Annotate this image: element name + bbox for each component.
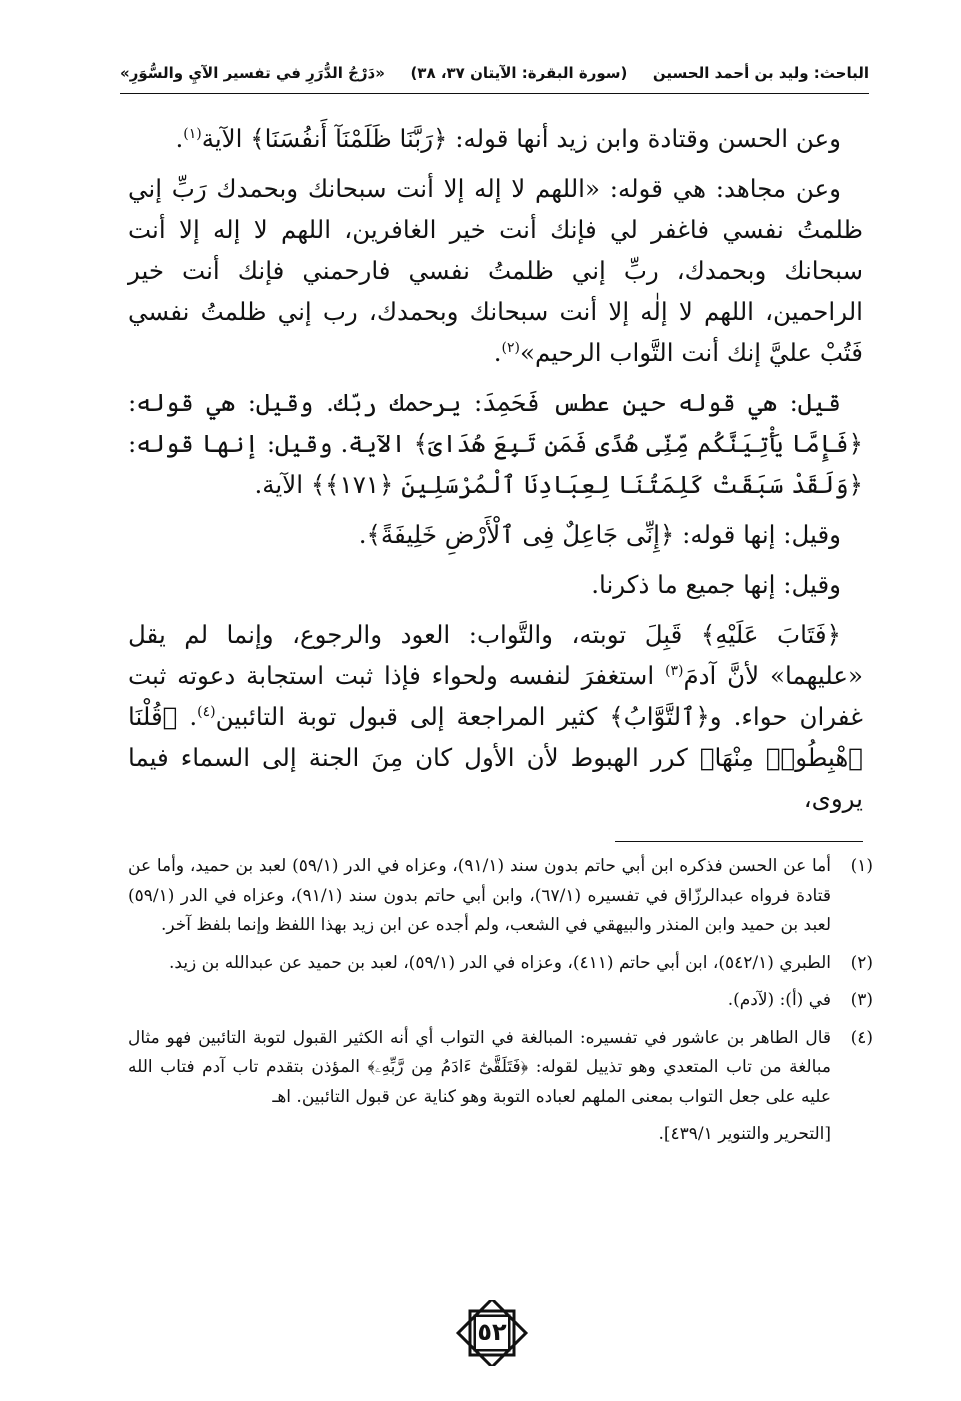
p3-text-1: قيل: هي قوله حين عطس فَحَمِدَ: يرحمك ربّك. وقيل: هي قوله:: [128, 388, 841, 417]
p6-text-5: كرر الهبوط لأن الأول كان مِنَ الجنة إلى السماء فيما يروى،: [128, 743, 863, 813]
p3-text-2: الآية. وقيل: إنها قوله:: [128, 429, 406, 458]
paragraph-1: [128, 118, 863, 159]
p4-end: .: [358, 520, 367, 549]
footnote-4: [128, 1024, 873, 1113]
p6-text-1: قَبِلَ توبته، والتَّواب: العود والرجوع، وإنما لم يقل «عليهما» لأنَّ آدمَ: [128, 620, 864, 690]
footnote-2: [128, 949, 873, 979]
p2-text: وعن مجاهد: هي قوله: «اللهم لا إله إلا أنت سبحانك وبحمدك رَبِّ إني ظلمتُ نفسي فاغفر لي فإنك أنت خير الغافرين، اللهم لا إله إلا أنت سبحانك وبحمدك، ربِّ إني ظلمتُ نفسي فارحمني فإنك أنت خير الراحمين، اللهم لا إلٰه إلا أنت سبحانك وبحمدك، رب إني ظلمتُ نفسي فَتُبْ عليَّ إنك أنت التَّواب الرحيم»: [128, 174, 863, 367]
footnote-ref-3: (٣): [665, 662, 684, 679]
footnote-number: (١): [850, 856, 873, 876]
header-author: الباحث: وليد بن أحمد الحسين: [652, 64, 869, 82]
p4-lead: وقيل: إنها قوله:: [682, 520, 841, 549]
p1-lead: وعن الحسن وقتادة وابن زيد أنها قوله:: [455, 124, 841, 153]
paragraph-3: [128, 382, 863, 505]
footnote-ref-4: (٤): [197, 703, 216, 720]
footnote-ref-1: (١): [183, 125, 202, 142]
footnotes: [128, 852, 873, 1150]
p3-text-3: الآية.: [254, 470, 304, 499]
quran-verse: ﴿إِنِّى جَاعِلٌ فِى ٱلْأَرْضِ خَلِيفَةً﴾: [366, 520, 675, 549]
footnote-number: (٣): [850, 990, 873, 1010]
page-number-ornament: [452, 1300, 532, 1366]
paragraph-2: [128, 168, 863, 373]
header-book-title: «دَرْجُ الدُّرَرِ في تفسير الآيِ والسُّوَرِ»: [120, 64, 385, 82]
quran-verse: ﴿وَلَقَدْ سَبَقَتْ كَلِمَتُنَا لِعِبَادِنَا ٱلْمُرْسَلِينَ ﴿١٧١﴾﴾: [310, 470, 863, 499]
footnote-number: (٢): [850, 952, 873, 973]
paragraph-4: [128, 514, 863, 555]
running-header: [120, 58, 869, 88]
p5-text: وقيل: إنها جميع ما ذكرنا.: [591, 570, 841, 599]
page-number: ٥٢: [477, 1318, 507, 1346]
footnote-ref-2: (٢): [501, 339, 520, 356]
footnote-3: [128, 986, 873, 1016]
footnote-divider: [615, 841, 863, 842]
p6-text-4: .: [189, 702, 198, 731]
footnote-text: قال الطاهر بن عاشور في تفسيره: المبالغة في التواب أي أنه الكثير القبول لتوبة التائبين فهو مثال مبالغة من تاب المتعدي وهو تذييل لقوله: ﴿فَتَلَقَّىٰٓ ءَادَمُ مِن رَّبِّهِۦ﴾ المؤذن بتقدم تاب آدم فتاب الله عليه على جعل التواب بمعنى الملهم لعباده التوبة وهو كناية عن قبول التائبين. اهـ: [128, 1027, 831, 1107]
p6-text-3: كثير المراجعة إلى قبول توبة التائبين: [215, 702, 598, 731]
footnote-number: (٤): [850, 1027, 873, 1048]
quran-verse: ﴿فَتَابَ عَلَيْهِ﴾: [700, 620, 841, 649]
footnote-text: الطبري (٥٤٢/١)، ابن أبي حاتم (٤١١)، وعزاه في الدر (٥٩/١)، لعبد بن حميد عن عبدالله بن زيد.: [169, 952, 831, 973]
p1-tail: الآية: [201, 124, 243, 153]
quran-verse: ﴿قُلْنَا ٱهْبِطُوا۟ مِنْهَا﴾: [128, 702, 863, 772]
main-text: [128, 118, 863, 828]
footnote-text: في (أ): (لآدم).: [727, 990, 831, 1010]
paragraph-6: [128, 614, 863, 819]
footnote-1: [128, 852, 873, 941]
quran-verse: ﴿ٱلتَّوَّابُ﴾: [609, 702, 710, 731]
p6-text-2: استغفرَ لنفسه ولحواء فإذا ثبت استجابة دعوته ثبت غفران حواء. و: [128, 661, 863, 731]
p1-end: .: [175, 124, 184, 153]
paragraph-5: [128, 564, 863, 605]
quran-verse: ﴿فَإِمَّا يَأْتِيَنَّكُم مِّنِّى هُدًى فَمَن تَبِعَ هُدَاىَ﴾: [413, 429, 863, 458]
footnote-text: أما عن الحسن فذكره ابن أبي حاتم بدون سند (٩١/١)، وعزاه في الدر (٥٩/١) لعبد بن حميد، وأما عن قتادة فرواه عبدالرزّاق في تفسيره (٦٧/١)، وابن أبي حاتم بدون سند (٩١/١)، وعزاه في الدر (٥٩/١) لعبد بن حميد وابن المنذر والبيهقي في الشعب، ولم أجده عن ابن زيد بهذا اللفظ وإنما بلفظ آخر.: [128, 856, 832, 935]
footnote-source-citation: [التحرير والتنوير ٤٣٩/١].: [658, 1124, 831, 1144]
quran-verse: ﴿رَبَّنَا ظَلَمْنَآ أَنفُسَنَا﴾: [250, 124, 448, 153]
p2-end: .: [493, 338, 502, 367]
header-divider: [120, 93, 869, 94]
header-surah-reference: (سورة البقرة: الآيتان ٣٧، ٣٨): [410, 64, 628, 82]
